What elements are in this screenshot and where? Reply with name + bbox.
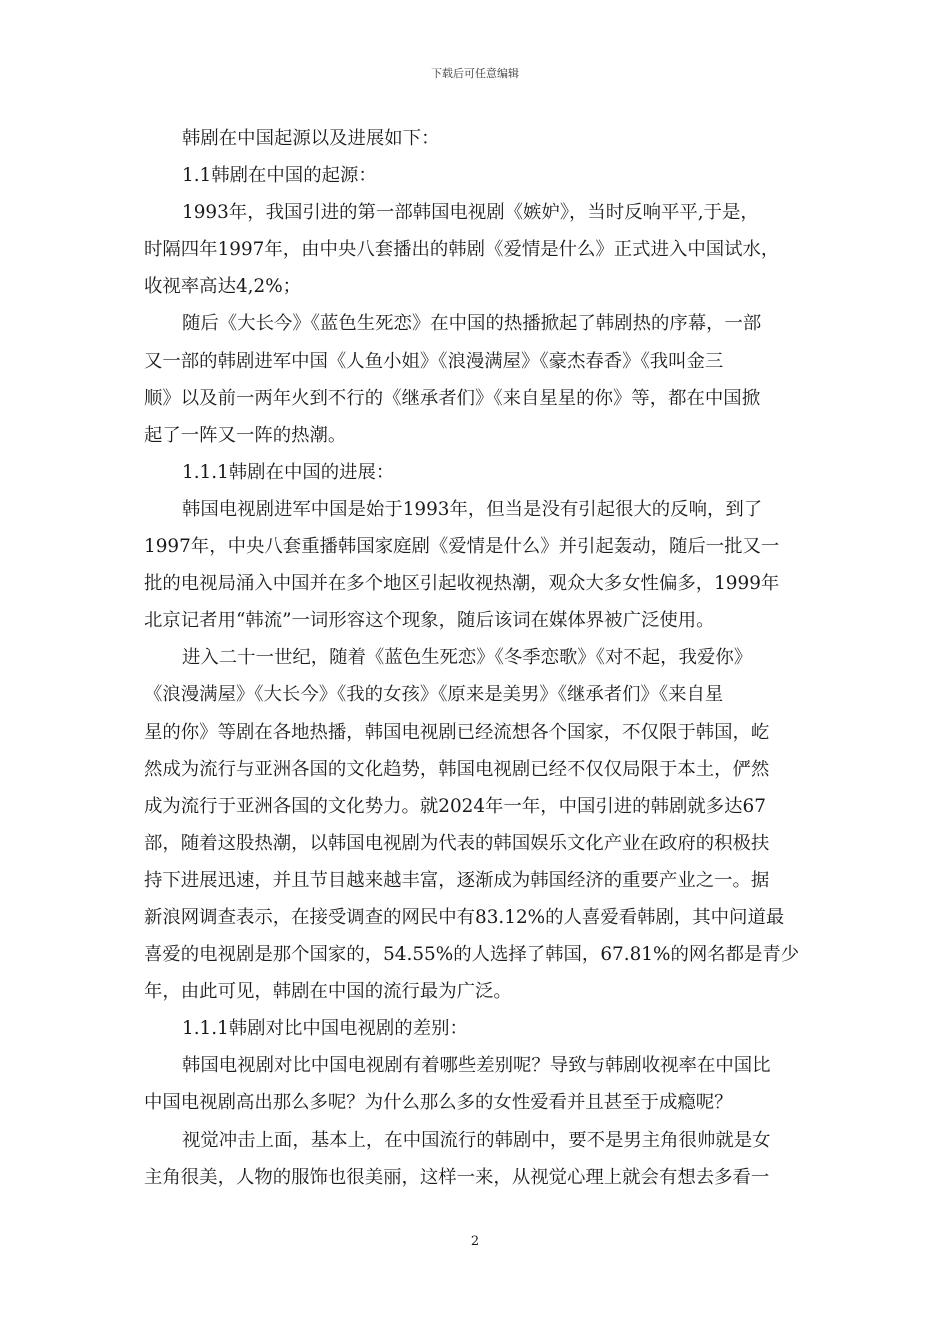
paragraph-first-line: 1993年，我国引进的第一部韩国电视剧《嫉妒》，当时反响平平,于是， bbox=[182, 202, 759, 224]
paragraph-first-line: 1.1.1韩剧对比中国电视剧的差别： bbox=[182, 1018, 468, 1040]
paragraph-first-line: 视觉冲击上面，基本上，在中国流行的韩剧中，要不是男主角很帅就是女 bbox=[182, 1129, 771, 1151]
paragraph-line: 喜爱的电视剧是那个国家的，54.55%的人选择了韩国，67.81%的网名都是青少 bbox=[144, 944, 800, 966]
paragraph-line: 主角很美，人物的服饰也很美丽，这样一来，从视觉心理上就会有想去多看一 bbox=[144, 1166, 770, 1188]
paragraph-line: 1997年，中央八套重播韩国家庭剧《爱情是什么》并引起轰动，随后一批又一 bbox=[144, 536, 780, 558]
paragraph-line: 《浪漫满屋》《大长今》《我的女孩》《原来是美男》《继承者们》《来自星 bbox=[144, 684, 724, 706]
page-number: 2 bbox=[470, 1234, 480, 1249]
paragraph-line: 持下进展迅速，并且节目越来越丰富，逐渐成为韩国经济的重要产业之一。据 bbox=[144, 869, 770, 891]
paragraph-line: 起了一阵又一阵的热潮。 bbox=[144, 424, 347, 446]
paragraph-line: 收视率高达4,2%； bbox=[144, 276, 302, 298]
paragraph-first-line: 韩国电视剧进军中国是始于1993年，但当是没有引起很大的反响，到了 bbox=[182, 498, 763, 520]
paragraph-line: 时隔四年1997年，由中央八套播出的韩剧《爱情是什么》正式进入中国试水， bbox=[144, 239, 780, 261]
paragraph-line: 然成为流行与亚洲各国的文化趋势，韩国电视剧已经不仅仅局限于本土，俨然 bbox=[144, 758, 770, 780]
paragraph-first-line: 1.1韩剧在中国的起源： bbox=[182, 165, 377, 187]
paragraph-line: 中国电视剧高出那么多呢？为什么那么多的女性爱看并且甚至于成瘾呢？ bbox=[144, 1092, 733, 1114]
paragraph-first-line: 进入二十一世纪，随着《蓝色生死恋》《冬季恋歌》《对不起，我爱你》 bbox=[182, 647, 753, 669]
document-body bbox=[144, 120, 808, 1196]
paragraph-first-line: 韩国电视剧对比中国电视剧有着哪些差别呢？导致与韩剧收视率在中国比 bbox=[182, 1055, 771, 1077]
paragraph-line: 批的电视局涌入中国并在多个地区引起收视热潮，观众大多女性偏多，1999年 bbox=[144, 573, 780, 595]
paragraph-line: 新浪网调查表示，在接受调查的网民中有83.12%的人喜爱看韩剧，其中问道最 bbox=[144, 906, 785, 928]
paragraph-line: 又一部的韩剧进军中国《人鱼小姐》《浪漫满屋》《豪杰春香》《我叫金三 bbox=[144, 350, 724, 372]
paragraph-line: 部，随着这股热潮，以韩国电视剧为代表的韩国娱乐文化产业在政府的积极扶 bbox=[144, 832, 770, 854]
paragraph-line: 成为流行于亚洲各国的文化势力。就2024年一年，中国引进的韩剧就多达67 bbox=[144, 795, 766, 817]
paragraph-line: 顺》以及前一两年火到不行的《继承者们》《来自星星的你》等，都在中国掀 bbox=[144, 387, 761, 409]
paragraph-line: 北京记者用“韩流”一词形容这个现象，随后该词在媒体界被广泛使用。 bbox=[144, 610, 715, 632]
paragraph-line: 年，由此可见，韩剧在中国的流行最为广泛。 bbox=[144, 981, 512, 1003]
paragraph-first-line: 随后《大长今》《蓝色生死恋》在中国的热播掀起了韩剧热的序幕，一部 bbox=[182, 313, 762, 335]
paragraph-line: 星的你》等剧在各地热播，韩国电视剧已经流想各个国家，不仅限于韩国，屹 bbox=[144, 721, 770, 743]
paragraph-first-line: 1.1.1韩剧在中国的进展： bbox=[182, 461, 395, 483]
paragraph-first-line: 韩剧在中国起源以及进展如下： bbox=[182, 128, 440, 149]
page-header-note: 下载后可任意编辑 bbox=[431, 67, 519, 80]
